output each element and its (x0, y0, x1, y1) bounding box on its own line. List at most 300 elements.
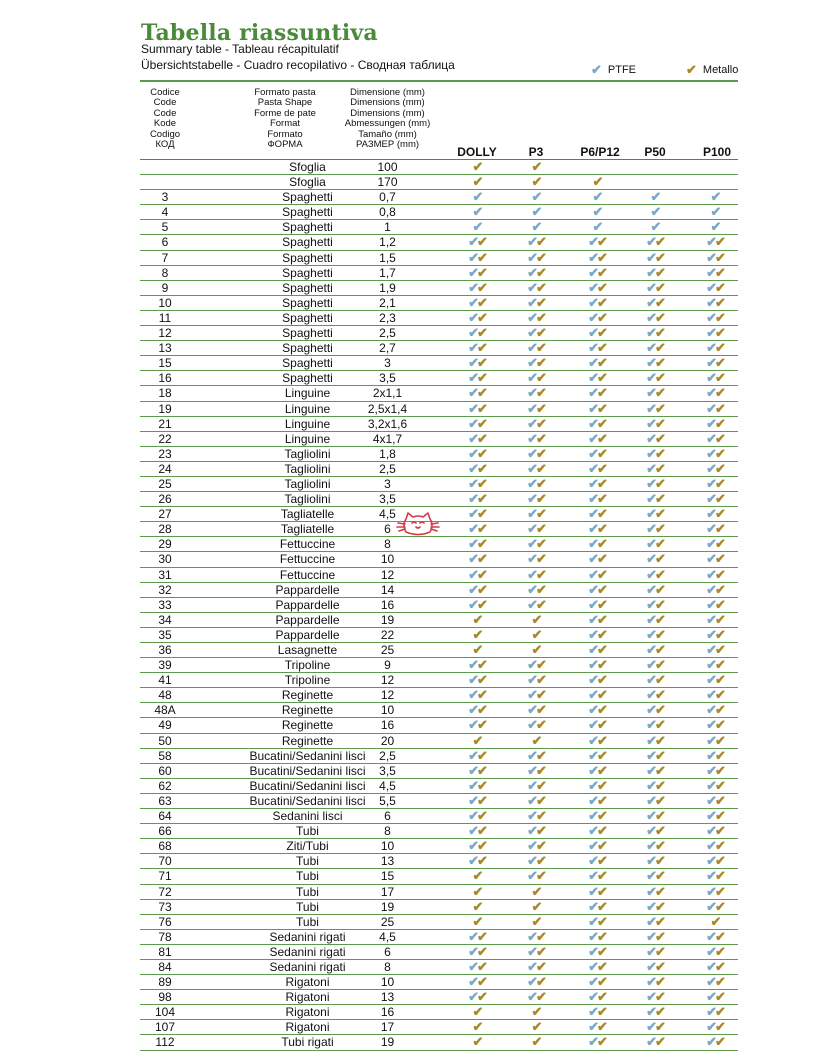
mark-p50 (635, 235, 675, 249)
metal-check-icon: ✔ (531, 174, 541, 190)
mark-p100 (695, 462, 735, 476)
ptfe-check-icon: ✔ (531, 189, 541, 205)
mark-dolly (457, 990, 497, 1004)
ptfe-check-icon: ✔ (527, 853, 536, 869)
ptfe-check-icon: ✔ (527, 838, 536, 854)
mark-p3 (516, 598, 556, 612)
mark-dolly (457, 718, 497, 732)
ptfe-check-icon: ✔ (588, 279, 597, 295)
metal-check-icon: ✔ (715, 989, 724, 1005)
ptfe-check-icon: ✔ (706, 294, 715, 310)
ptfe-check-icon: ✔ (706, 883, 715, 899)
metal-check-icon: ✔ (597, 747, 606, 763)
mark-p3 (516, 235, 556, 249)
metal-check-icon: ✔ (597, 792, 606, 808)
ptfe-check-icon: ✔ (527, 234, 536, 250)
metal-check-icon: ✔ (715, 581, 724, 597)
mark-p50 (635, 628, 675, 642)
mark-p100 (695, 432, 735, 446)
row-code: 76 (158, 914, 172, 929)
metal-check-icon: ✔ (477, 460, 486, 476)
metal-check-icon: ✔ (655, 808, 664, 824)
metal-check-icon: ✔ (655, 732, 664, 748)
mark-p100 (695, 945, 735, 959)
mark-p100 (695, 568, 735, 582)
mark-p50 (635, 326, 675, 340)
ptfe-check-icon: ✔ (468, 792, 477, 808)
metal-check-icon: ✔ (536, 672, 545, 688)
metal-check-icon: ✔ (477, 506, 486, 522)
ptfe-check-icon: ✔ (646, 415, 655, 431)
mark-p50 (635, 281, 675, 295)
ptfe-check-icon: ✔ (468, 234, 477, 250)
mark-p50 (635, 839, 675, 853)
mark-p3 (516, 885, 556, 899)
metal-check-icon: ✔ (655, 1019, 664, 1035)
row-dimension: 10 (380, 703, 395, 718)
column-header-p50: P50 (644, 145, 666, 159)
table-row (140, 175, 738, 190)
mark-p100 (695, 598, 735, 612)
metal-check-icon: ✔ (531, 611, 541, 627)
table-row (140, 326, 738, 341)
metal-check-icon: ✔ (531, 732, 541, 748)
row-shape: Tripoline (284, 658, 331, 673)
metal-check-icon: ✔ (715, 325, 724, 341)
ptfe-check-icon: ✔ (468, 506, 477, 522)
mark-p50 (635, 900, 675, 914)
metal-check-icon: ✔ (597, 777, 606, 793)
ptfe-check-icon: ✔ (468, 430, 477, 446)
row-code: 72 (158, 884, 172, 899)
mark-p3 (516, 1005, 556, 1019)
table-row (140, 537, 738, 552)
mark-p50 (635, 673, 675, 687)
ptfe-check-icon: ✔ (527, 460, 536, 476)
header-shape-line: Forme de pate (254, 107, 316, 119)
metal-check-icon: ✔ (477, 279, 486, 295)
metal-check-icon: ✔ (477, 943, 486, 959)
mark-p50 (635, 462, 675, 476)
mark-dolly (457, 869, 497, 883)
metal-check-icon: ✔ (536, 838, 545, 854)
metal-check-icon: ✔ (655, 611, 664, 627)
ptfe-check-icon: ✔ (588, 777, 597, 793)
mark-p3 (516, 190, 556, 204)
row-shape: Linguine (284, 416, 331, 431)
metal-check-icon: ✔ (715, 883, 724, 899)
table-row (140, 703, 738, 718)
metal-check-icon: ✔ (477, 989, 486, 1005)
ptfe-check-icon: ✔ (646, 566, 655, 582)
ptfe-check-icon: ✔ (646, 1004, 655, 1020)
metal-check-icon: ✔ (715, 385, 724, 401)
ptfe-check-icon: ✔ (706, 898, 715, 914)
row-dimension: 22 (380, 627, 395, 642)
metal-check-icon: ✔ (655, 521, 664, 537)
metal-check-icon: ✔ (472, 174, 482, 190)
metal-check-icon: ✔ (715, 491, 724, 507)
ptfe-check-icon: ✔ (527, 596, 536, 612)
metal-check-icon: ✔ (477, 762, 486, 778)
mark-dolly (457, 462, 497, 476)
ptfe-check-icon: ✔ (588, 430, 597, 446)
metal-check-icon: ✔ (597, 943, 606, 959)
ptfe-check-icon: ✔ (646, 702, 655, 718)
row-dimension: 12 (380, 567, 395, 582)
ptfe-check-icon: ✔ (527, 325, 536, 341)
mark-p3 (516, 764, 556, 778)
ptfe-check-icon: ✔ (588, 581, 597, 597)
mark-dolly (457, 643, 497, 657)
row-shape: Tubi rigati (281, 1035, 334, 1050)
row-shape: Reginette (281, 718, 334, 733)
mark-p3 (516, 522, 556, 536)
table-row (140, 402, 738, 417)
metal-check-icon: ✔ (655, 928, 664, 944)
row-dimension: 4,5 (379, 507, 396, 522)
metal-check-icon: ✔ (597, 642, 606, 657)
mark-p6-p12 (577, 220, 617, 234)
row-code: 33 (158, 597, 172, 612)
row-dimension: 17 (380, 1020, 395, 1035)
header-code-line: Kode (153, 118, 177, 130)
row-code: 48A (154, 703, 176, 718)
metal-check-icon: ✔ (655, 385, 664, 401)
table-row (140, 205, 738, 220)
ptfe-check-icon: ✔ (588, 838, 597, 854)
mark-p6-p12 (577, 522, 617, 536)
header-dim-line: Tamaño (mm) (358, 128, 417, 140)
metal-check-icon: ✔ (592, 174, 602, 190)
ptfe-check-icon: ✔ (588, 264, 597, 280)
ptfe-check-icon: ✔ (706, 642, 715, 657)
ptfe-check-icon: ✔ (527, 928, 536, 944)
metal-check-icon: ✔ (655, 687, 664, 703)
row-shape: Rigatoni (285, 1020, 330, 1035)
ptfe-check-icon: ✔ (468, 551, 477, 567)
ptfe-check-icon: ✔ (706, 234, 715, 250)
cat-face-icon (394, 511, 442, 539)
mark-p100 (695, 251, 735, 265)
metal-check-icon: ✔ (477, 566, 486, 582)
ptfe-check-icon: ✔ (527, 989, 536, 1005)
row-dimension: 16 (380, 597, 395, 612)
ptfe-check-icon: ✔ (468, 370, 477, 386)
metal-check-icon: ✔ (655, 958, 664, 974)
ptfe-check-icon: ✔ (646, 1034, 655, 1050)
metal-check-icon: ✔ (655, 642, 664, 657)
metal-check-icon: ✔ (536, 853, 545, 869)
metal-check-icon: ✔ (655, 657, 664, 673)
mark-p100 (695, 628, 735, 642)
ptfe-check-icon: ✔ (468, 747, 477, 763)
ptfe-check-icon: ✔ (706, 958, 715, 974)
row-dimension: 3,5 (379, 763, 396, 778)
ptfe-check-icon: ✔ (706, 868, 715, 884)
mark-p100 (695, 734, 735, 748)
metal-check-icon: ✔ (655, 943, 664, 959)
ptfe-check-icon: ✔ (527, 702, 536, 718)
header-code-line: Codice (150, 87, 180, 98)
row-shape: Spaghetti (282, 371, 333, 386)
mark-p50 (635, 703, 675, 717)
ptfe-check-icon: ✔ (468, 294, 477, 310)
metal-check-icon: ✔ (531, 883, 541, 899)
ptfe-check-icon: ✔ (588, 445, 597, 461)
metal-check-icon: ✔ (655, 762, 664, 778)
table-row (140, 568, 738, 583)
ptfe-check-icon: ✔ (710, 219, 720, 235)
ptfe-check-icon: ✔ (468, 491, 477, 507)
mark-dolly (457, 809, 497, 823)
table-row (140, 477, 738, 492)
mark-p6-p12 (577, 658, 617, 672)
mark-p50 (635, 1005, 675, 1019)
row-code: 4 (161, 205, 169, 220)
row-code: 62 (158, 778, 172, 793)
mark-p6-p12 (577, 915, 617, 929)
metal-check-icon: ✔ (472, 1004, 482, 1020)
metal-check-icon: ✔ (715, 974, 724, 990)
metal-check-icon: ✔ (655, 506, 664, 522)
metal-check-icon: ✔ (536, 400, 545, 416)
mark-p6-p12 (577, 447, 617, 461)
ptfe-check-icon: ✔ (706, 1019, 715, 1035)
ptfe-check-icon: ✔ (468, 279, 477, 295)
table-row (140, 930, 738, 945)
ptfe-check-icon: ✔ (588, 626, 597, 642)
mark-p3 (516, 628, 556, 642)
ptfe-check-icon: ✔ (472, 189, 482, 205)
metal-check-icon: ✔ (715, 898, 724, 914)
metal-check-icon: ✔ (536, 264, 545, 280)
table-row (140, 160, 738, 175)
metal-check-icon: ✔ (715, 596, 724, 612)
metal-check-icon: ✔ (655, 355, 664, 371)
mark-p6-p12 (577, 175, 617, 189)
row-code: 89 (158, 975, 172, 990)
summary-table-body (140, 160, 738, 1051)
mark-p50 (635, 266, 675, 280)
row-dimension: 8 (384, 824, 391, 839)
ptfe-check-icon: ✔ (468, 264, 477, 280)
metal-check-icon: ✔ (715, 566, 724, 582)
row-dimension: 2,5x1,4 (367, 401, 408, 416)
metal-check-icon: ✔ (597, 974, 606, 990)
row-dimension: 2,3 (379, 310, 396, 325)
mark-p3 (516, 386, 556, 400)
mark-p50 (635, 371, 675, 385)
mark-dolly (457, 673, 497, 687)
header-code-line: Code (153, 107, 177, 119)
mark-p100 (695, 779, 735, 793)
ptfe-check-icon: ✔ (468, 415, 477, 431)
metal-check-icon: ✔ (477, 264, 486, 280)
mark-p100 (695, 175, 735, 189)
mark-dolly (457, 703, 497, 717)
metal-check-icon: ✔ (536, 279, 545, 295)
mark-dolly (457, 220, 497, 234)
mark-p6-p12 (577, 854, 617, 868)
ptfe-check-icon: ✔ (468, 657, 477, 673)
mark-p50 (635, 915, 675, 929)
ptfe-check-icon: ✔ (646, 717, 655, 733)
row-shape: Spaghetti (282, 265, 333, 280)
ptfe-check-icon: ✔ (588, 355, 597, 371)
ptfe-check-icon: ✔ (472, 204, 482, 220)
mark-dolly (457, 311, 497, 325)
table-row (140, 598, 738, 613)
mark-p50 (635, 477, 675, 491)
row-dimension: 13 (380, 990, 395, 1005)
mark-p50 (635, 190, 675, 204)
metal-check-icon: ✔ (477, 415, 486, 431)
row-shape: Tagliolini (284, 492, 331, 507)
ptfe-check-icon: ✔ (706, 400, 715, 416)
mark-p6-p12 (577, 477, 617, 491)
ptfe-check-icon: ✔ (588, 913, 597, 929)
header-top-rule (140, 80, 738, 82)
metal-check-icon: ✔ (536, 823, 545, 839)
metal-check-icon: ✔ (472, 868, 482, 884)
mark-p50 (635, 718, 675, 732)
mark-p6-p12 (577, 613, 617, 627)
table-row (140, 432, 738, 447)
table-row (140, 386, 738, 401)
row-shape: Spaghetti (282, 235, 333, 250)
metal-check-icon: ✔ (477, 581, 486, 597)
row-dimension: 20 (380, 733, 395, 748)
ptfe-check-icon: ✔ (706, 249, 715, 265)
ptfe-check-icon: ✔ (588, 309, 597, 325)
row-shape: Spaghetti (282, 220, 333, 235)
mark-p6-p12 (577, 990, 617, 1004)
ptfe-check-icon: ✔ (527, 792, 536, 808)
mark-dolly (457, 598, 497, 612)
mark-p50 (635, 658, 675, 672)
row-shape: Tagliatelle (280, 522, 335, 537)
row-dimension: 1,5 (379, 250, 396, 265)
mark-p50 (635, 417, 675, 431)
metal-check-icon: ✔ (655, 264, 664, 280)
ptfe-check-icon: ✔ (588, 958, 597, 974)
table-row (140, 734, 738, 749)
metal-check-icon: ✔ (536, 370, 545, 386)
metal-check-icon: ✔ (531, 159, 541, 174)
header-dim-line: Abmessungen (mm) (344, 118, 431, 130)
mark-p100 (695, 824, 735, 838)
mark-p3 (516, 220, 556, 234)
table-row (140, 628, 738, 643)
row-shape: Tubi (296, 914, 319, 929)
ptfe-check-icon: ✔ (646, 249, 655, 265)
mark-p6-p12 (577, 386, 617, 400)
mark-p3 (516, 945, 556, 959)
mark-dolly (457, 251, 497, 265)
metal-check-icon: ✔ (715, 762, 724, 778)
row-code: 6 (161, 235, 169, 250)
metal-check-icon: ✔ (477, 702, 486, 718)
metal-check-icon: ✔ (472, 1019, 482, 1035)
metal-check-icon: ✔ (597, 958, 606, 974)
ptfe-check-icon: ✔ (527, 868, 536, 884)
row-code: 5 (161, 220, 169, 235)
mark-p100 (695, 658, 735, 672)
metal-check-icon: ✔ (715, 460, 724, 476)
mark-dolly (457, 492, 497, 506)
metal-check-icon: ✔ (655, 974, 664, 990)
metal-check-icon: ✔ (655, 883, 664, 899)
mark-p6-p12 (577, 643, 617, 657)
mark-p100 (695, 854, 735, 868)
row-code: 21 (158, 416, 172, 431)
ptfe-check-icon: ✔ (468, 928, 477, 944)
header-dim-line: Dimensione (mm) (350, 87, 425, 98)
row-shape: Pappardelle (275, 627, 340, 642)
row-code: 48 (158, 688, 172, 703)
row-shape: Tubi (296, 824, 319, 839)
metal-check-icon: ✔ (655, 325, 664, 341)
ptfe-check-icon: ✔ (706, 460, 715, 476)
metal-check-icon: ✔ (597, 626, 606, 642)
metal-check-icon: ✔ (655, 672, 664, 688)
row-code: 63 (158, 793, 172, 808)
ptfe-check-icon: ✔ (706, 611, 715, 627)
table-row (140, 417, 738, 432)
mark-p6-p12 (577, 718, 617, 732)
mark-p6-p12 (577, 190, 617, 204)
ptfe-check-icon: ✔ (706, 491, 715, 507)
ptfe-check-icon: ✔ (527, 385, 536, 401)
ptfe-check-icon: ✔ (527, 264, 536, 280)
table-row (140, 779, 738, 794)
ptfe-check-icon: ✔ (646, 898, 655, 914)
metal-check-icon: ✔ (655, 475, 664, 491)
ptfe-check-icon: ✔ (646, 521, 655, 537)
ptfe-check-icon: ✔ (706, 309, 715, 325)
mark-p6-p12 (577, 975, 617, 989)
table-row (140, 235, 738, 250)
table-row (140, 885, 738, 900)
metal-check-icon: ✔ (597, 491, 606, 507)
mark-p6-p12 (577, 900, 617, 914)
mark-p6-p12 (577, 583, 617, 597)
metal-check-icon: ✔ (477, 853, 486, 869)
mark-p3 (516, 477, 556, 491)
ptfe-check-icon: ✔ (588, 611, 597, 627)
mark-p6-p12 (577, 326, 617, 340)
mark-p50 (635, 583, 675, 597)
ptfe-check-icon: ✔ (646, 974, 655, 990)
metal-check-icon: ✔ (536, 234, 545, 250)
mark-p100 (695, 266, 735, 280)
row-shape: Sfoglia (289, 160, 326, 174)
mark-p100 (695, 326, 735, 340)
row-shape: Fettuccine (279, 567, 336, 582)
metal-check-icon: ✔ (536, 294, 545, 310)
metal-check-icon: ✔ (472, 626, 482, 642)
ptfe-check-icon: ✔ (588, 294, 597, 310)
metal-check-icon: ✔ (477, 400, 486, 416)
mark-p6-p12 (577, 281, 617, 295)
mark-p3 (516, 537, 556, 551)
row-dimension: 8 (384, 537, 391, 552)
ptfe-check-icon: ✔ (646, 808, 655, 824)
metal-check-icon: ✔ (472, 1034, 482, 1050)
mark-p6-p12 (577, 160, 617, 174)
table-row (140, 915, 738, 930)
